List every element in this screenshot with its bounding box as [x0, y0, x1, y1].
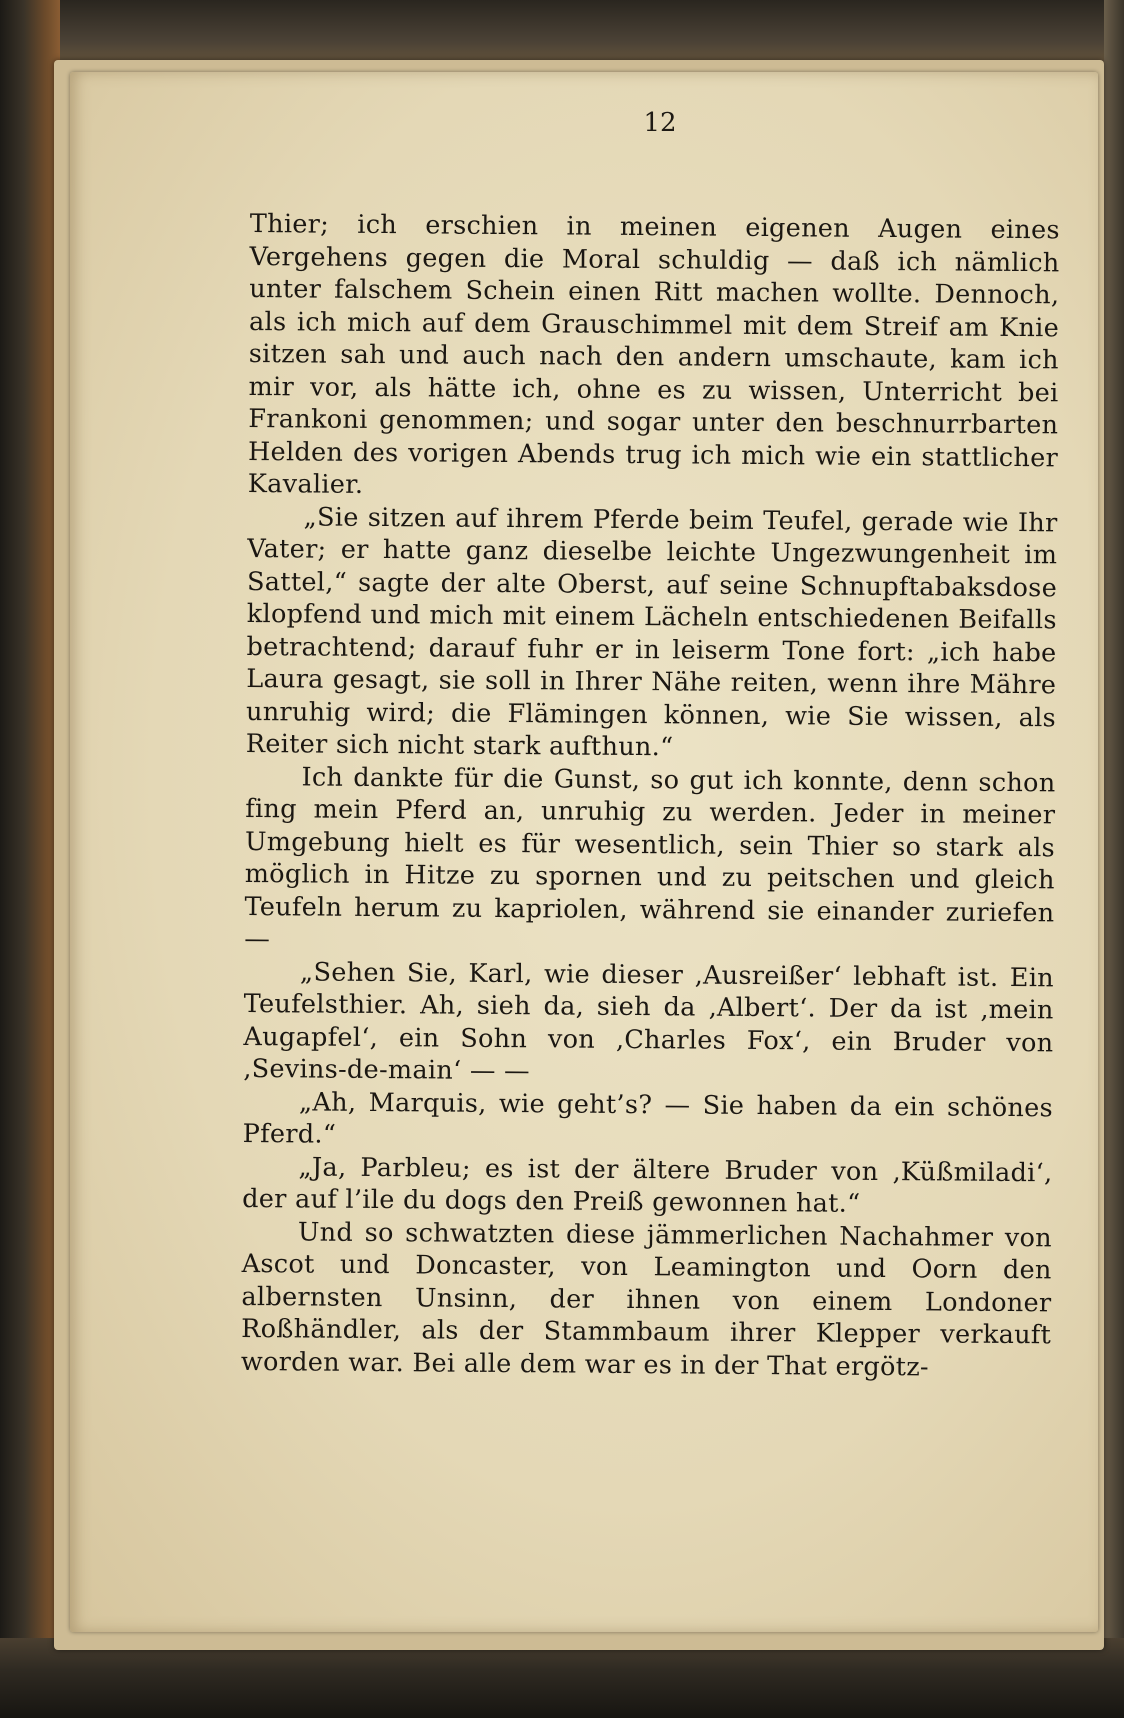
page-number: 12: [643, 108, 677, 138]
book-binding-bottom: [0, 1638, 1124, 1718]
paragraph-5: „Ah, Marquis, wie geht’s? — Sie haben da ein schönes Pferd.“: [242, 1086, 1054, 1150]
paragraph-4: „Sehen Sie, Karl, wie dieser ‚Ausreißer‘ lebhaft ist. Ein Teufelsthier. Ah, sieh da, sieh da ‚Albert‘. Der da ist ‚mein Augapfel‘, ein Sohn von ‚Charles Fox‘, ein Bruder von ‚Sevins-de-main‘ — —: [243, 956, 1055, 1087]
paragraph-2: „Sie sitzen auf ihrem Pferde beim Teufel, gerade wie Ihr Vater; er hatte ganz dieselbe leichte Ungezwungenheit im Sattel,“ sagte der alte Oberst, auf seine Schnupftabaksdose klopfend und mich mit einem Lächeln entschiedenen Beifalls betrachtend; darauf fuhr er in leiserm Tone fort: „ich habe Laura gesagt, sie soll in Ihrer Nähe reiten, wenn ihre Mähre unruhig wird; die Flämingen können, wie Sie wissen, als Reiter sich nicht stark aufthun.“: [245, 501, 1058, 763]
paragraph-7: Und so schwatzten diese jämmerlichen Nachahmer von Ascot und Doncaster, von Leamington und Oorn den albernsten Unsinn, der ihnen von einem Londoner Roßhändler, als der Stammbaum ihrer Klepper verkauft worden war. Bei alle dem war es in der That ergötz-: [240, 1216, 1053, 1382]
book-binding-left: [0, 0, 60, 1718]
paragraph-3: Ich dankte für die Gunst, so gut ich konnte, denn schon fing mein Pferd an, unruhig zu werden. Jeder in meiner Umgebung hielt es für wesentlich, sein Thier so stark als möglich in Hitze zu spornen und zu peitschen und gleich Teufeln herum zu kapriolen, während sie einander zuriefen —: [244, 761, 1056, 955]
book-binding-right: [1104, 0, 1124, 1718]
paragraph-1: Thier; ich erschien in meinen eigenen Augen eines Vergehens gegen die Moral schuldig — daß ich nämlich unter falschem Schein einen Ritt machen wollte. Dennoch, als ich mich auf dem Grauschimmel mit dem Streif am Knie sitzen sah und auch nach den andern umschaute, kam ich mir vor, als hätte ich, ohne es zu wissen, Unterricht bei Frankoni genommen; und sogar unter den beschnurrbarten Helden des vorigen Abends trug ich mich wie ein stattlicher Kavalier.: [247, 208, 1060, 500]
paragraph-6: „Ja, Parbleu; es ist der ältere Bruder von ‚Küßmiladi‘, der auf l’ile du dogs den Preiß gewonnen hat.“: [242, 1151, 1053, 1219]
page-text: [241, 208, 1060, 1384]
